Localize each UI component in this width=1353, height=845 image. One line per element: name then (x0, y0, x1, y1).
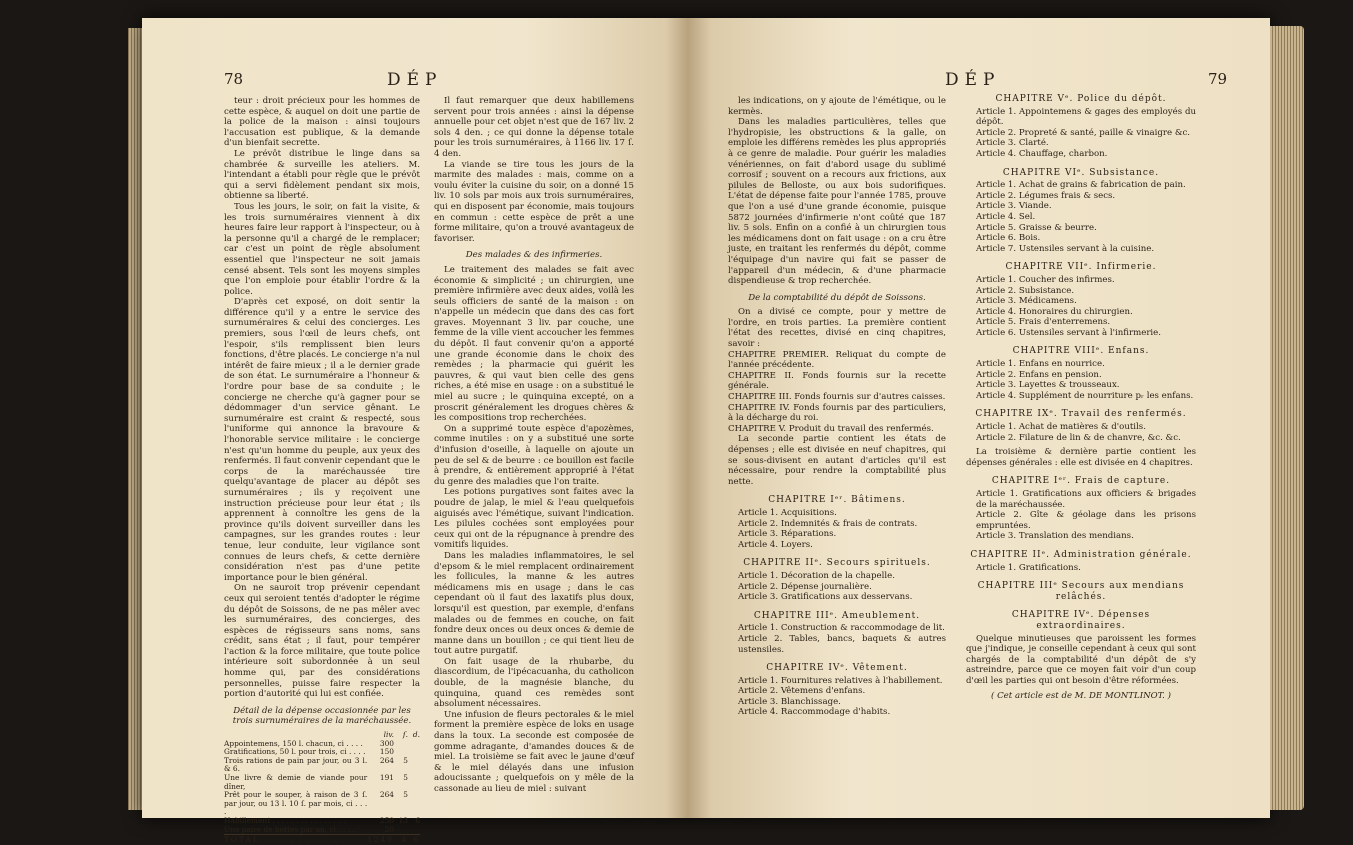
expense-table (224, 731, 420, 845)
article-line: Article 2. Enfans en pension. (976, 369, 1102, 380)
article-line: Article 3. Médicamens. (976, 296, 1077, 307)
paragraph: La troisième & dernière partie contient les dépenses générales : elle est divisée en 4 chapitres. (966, 447, 1196, 468)
article-line: Article 4. Honoraires du chirurgien. (976, 306, 1133, 317)
article-line: Article 1. Appointemens & gages des employés du dépôt. (976, 106, 1196, 128)
paragraph: La seconde partie contient les états de dépenses ; elle est divisée en neuf chapitres, qui se sous-divisent en autant d'articles qu'il est nécessaire, pour rendre la comptabilité plus nette. (728, 434, 946, 487)
row-liv: 264 (379, 790, 394, 800)
row-sols (394, 826, 408, 835)
paragraph: On a supprimé toute espèce d'apozèmes, comme inutiles : on y a substitué une sorte d'infusion d'oseille, à laquelle on ajoute un peu de sel & de beurre : ce bouillon est facile à prendre, & entièrement approprié à l'état du genre des maladies que l'on traite. (434, 423, 634, 487)
paragraph: Le prévôt distribue le linge dans sa chambrée & surveille les ateliers. M. l'intendant a établi pour règle que le prévôt qui a servi fidèlement pendant six mois, obtienne sa liberté. (224, 148, 420, 202)
chapter-heading: CHAPITRE IXᵉ. Travail des renfermés. (975, 409, 1187, 420)
row-deniers (408, 740, 420, 749)
chapter-heading: CHAPITRE IVᵉ. Vêtement. (766, 663, 908, 674)
article-line: Article 4. Supplément de nourriture pᵣ les enfans. (976, 390, 1194, 401)
right-column-2 (966, 94, 1196, 701)
open-book (142, 18, 1270, 845)
article-line: Article 1. Achat de matières & d'outils. (976, 422, 1146, 433)
paragraph: les indications, on y ajoute de l'émétique, ou le kermès. (728, 96, 946, 117)
section-title-malades: Des malades & des infirmeries. (465, 250, 603, 261)
article-line: Article 3. Blanchissage. (738, 696, 841, 707)
table-row (224, 774, 420, 791)
row-deniers (408, 748, 420, 757)
article-line: Article 1. Acquisitions. (738, 507, 837, 518)
recette-chapter: CHAPITRE PREMIER. Reliquat du compte de l'année précédente. (728, 349, 946, 371)
row-label: Trois rations de pain par jour, ou 3 l. & 6. (224, 755, 368, 774)
row-sols: 13 (398, 815, 408, 825)
article-line: Article 4. Raccommodage d'habits. (738, 707, 891, 718)
paragraph: Dans les maladies inflammatoires, le sel d'epsom & le miel remplacent ordinairement les follicules, la manne & les autres médicamens mis en usage ; dans le cas cependant où il faut des laxatifs plus doux, lorsqu'il est question, par exemple, d'enfans malades ou de femmes en couche, on fait fondre deux onces ou deux onces & demie de manne dans un bouillon ; ce qui tient lieu de tout autre purgatif. (434, 550, 634, 657)
row-liv: 150 (379, 747, 394, 757)
row-liv: 250 (379, 815, 394, 825)
col-head-deniers: d. (412, 730, 420, 740)
article-line: Article 3. Layettes & trousseaux. (976, 380, 1120, 391)
row-sols: 5 (403, 773, 408, 782)
paragraph: D'après cet exposé, on doit sentir la différence qu'il y a entre le service des surnuméraires & celui des concierges. Les premiers, sous l'œil de leurs chefs, ont l'espoir, s'ils remplissent bien leurs fonctions, d'être placés. Le concierge n'a nul intérêt de faire mieux ; il a le dernier grade de son état. Le surnuméraire a l'honneur & l'ordre pour base de sa conduite ; le concierge ne cherche qu'à gagner pour se dédommager d'un service gênant. Le surnuméraire est craint & respecté, sous l'uniforme qui annonce la bravoure & l'honorable service militaire : le concierge n'est qu'un homme du peuple, aux yeux des renfermés. Il faut convenir cependant que le corps de la maréchaussée tire quelqu'avantage de placer au dépôt ses surnuméraires ; ils y reçoivent une instruction précieuse pour leur état ; ils apprennent à connoître les gens de la province qu'ils doivent surveiller dans les campagnes, sur les grandes routes : leur tenue, leur conduite, leur vigilance sont connues de leurs chefs, & cette dernière considération n'est pas d'une petite importance pour le bien général. (224, 297, 420, 583)
chapter-heading: CHAPITRE Vᵉ. Police du dépôt. (995, 94, 1167, 104)
total-label: TOTAL . . . . . . . . . . (224, 835, 367, 845)
row-label: Une paire de bottes par an, ci . . . . (224, 824, 355, 834)
total-liv: 1240 (367, 835, 394, 845)
article-line: Article 7. Ustensiles servant à la cuisine. (976, 243, 1155, 254)
total-deniers: 6 (408, 835, 420, 845)
article-line: Article 2. Subsistance. (976, 285, 1075, 296)
article-line: Article 3. Gratifications aux desservans. (738, 592, 913, 603)
row-liv: 300 (379, 738, 394, 748)
section-title-comptabilite: De la comptabilité du dépôt de Soissons. (748, 292, 926, 303)
article-line: Article 6. Bois. (976, 233, 1041, 244)
paragraph: Dans les maladies particulières, telles que l'hydropisie, les obstructions & la galle, on emploie les différens remèdes les plus appropriés à ce genre de maladie. Pour guérir les maladies vénériennes, on fait d'abord usage du sublimé corrosif ; souvent on a recours aux frictions, aux pilules de Belloste, ou aux bois sudorifiques. L'état de dépense faite pour l'année 1785, prouve que l'on a usé d'une grande économie, puisque 5872 journées d'infirmerie n'ont coûté que 187 liv. 5 sols. Enfin on a confié à un chirurgien tous les médicamens dont on fait usage : on a cru être juste, en traitant les renfermés du dépôt, comme l'équipage d'un navire qui fait se passer de l'appareil d'un médecin, & d'une pharmacie dispendieuse & trop recherchée. (728, 117, 946, 287)
chapter-heading: CHAPITRE VIᵉ. Subsistance. (1002, 167, 1160, 178)
article-line: Article 3. Clarté. (976, 138, 1049, 149)
row-label: Une livre & demie de viande pour dîner, (224, 773, 368, 791)
row-label: Gratifications, 50 l. pour trois, ci . . . . (224, 747, 366, 757)
right-page (688, 18, 1270, 818)
col1-paragraphs (224, 96, 420, 700)
article-line: Article 1. Construction & raccommodage de lit. (738, 623, 945, 634)
row-liv: 191 (379, 773, 394, 782)
article-line: Article 4. Chauffage, charbon. (976, 148, 1108, 159)
article-line: Article 3. Translation des mendians. (976, 531, 1134, 542)
running-head-right: DÉP (945, 70, 1001, 90)
chapter-heading: CHAPITRE Iᵉʳ. Frais de capture. (991, 476, 1171, 487)
paragraph: Quelque minutieuses que paroissent les formes que j'indique, je conseille cependant à ceux qui sont chargés de la comptabilité d'un dépôt de s'y astreindre, parce que ce moyen fait voir d'un coup d'œil les parties qui ont besoin d'être réformées. (966, 633, 1196, 686)
article-line: Article 3. Réparations. (738, 529, 837, 540)
row-label: Habillement . . . . . . . . . . . . . . . . (224, 815, 346, 825)
running-head-left: DÉP (387, 70, 443, 90)
article-line: Article 2. Gîte & géolage dans les prisons empruntées. (976, 510, 1196, 531)
attribution: ( Cet article est de M. DE MONTLINOT. ) (991, 690, 1171, 701)
table-total-row (224, 835, 420, 845)
paragraph: On a divisé ce compte, pour y mettre de l'ordre, en trois parties. La première contient l'état des recettes, divisé en cinq chapitres, savoir : (728, 307, 946, 350)
article-line: Article 1. Gratifications. (976, 562, 1081, 573)
paragraph: On fait usage de la rhubarbe, du diascordium, de l'ipécacuanha, du catholicon double, de la magnésie blanche, du quinquina, quand ces remèdes sont absolument nécessaires. (434, 656, 634, 710)
expense-table-title: Détail de la dépense occasionnée par les trois surnuméraires de la maréchaussée. (232, 705, 412, 727)
article-line: Article 2. Dépense journalière. (738, 581, 872, 592)
article-line: Article 4. Loyers. (738, 539, 813, 550)
paragraph: Tous les jours, le soir, on fait la visite, & les trois surnuméraires viennent à dix heures faire leur rapport à l'inspecteur, ou à la personne qu'il a chargé de le remplacer; car c'est un point de règle absolument essentiel que l'inspecteur ne soit jamais censé absent. Tels sont les moyens simples que l'on emploie pour établir l'ordre & la police. (224, 201, 420, 297)
total-sols: 4 (394, 835, 408, 845)
article-line: Article 5. Frais d'enterremens. (976, 317, 1111, 328)
left-column-2 (434, 96, 634, 795)
article-line: Article 2. Tables, bancs, baquets & autres ustensiles. (738, 633, 946, 655)
article-line: Article 2. Indemnités & frais de contrats. (738, 518, 918, 529)
row-deniers: 6 (415, 815, 420, 825)
article-line: Article 2. Vêtemens d'enfans. (738, 686, 866, 697)
left-page (142, 18, 688, 845)
article-line: Article 1. Fournitures relatives à l'habillement. (738, 675, 943, 686)
article-line: Article 1. Enfans en nourrice. (976, 359, 1105, 370)
row-deniers (408, 757, 420, 774)
col-head-sols: ſ. (402, 730, 408, 740)
article-line: Article 4. Sel. (976, 211, 1036, 222)
paragraph: Le traitement des malades se fait avec économie & simplicité ; un chirurgien, une première infirmière avec deux aides, voilà les seuls officiers de santé de la maison : on n'appelle un médecin que dans des cas fort graves. Moyennant 3 liv. par couche, une femme de la ville vient accoucher les femmes du dépôt. Il faut convenir qu'on a apporté une grande économie dans le choix des remèdes ; la pharmacie qui guérit les pauvres, & qui vaut bien celle des gens riches, a été mise en usage : on a substitué le miel au sucre ; le quinquina excepté, on a proscrit généralement les drogues chères & les compositions trop recherchées. (434, 264, 634, 424)
chapter-heading: CHAPITRE IIIᵉ. Ameublement. (753, 610, 921, 621)
row-deniers (408, 826, 420, 835)
recette-chapter: CHAPITRE IV. Fonds fournis par des particuliers, à la décharge du roi. (728, 402, 946, 424)
chapter-heading: CHAPITRE IIᵉ. Administration générale. (970, 549, 1192, 560)
paragraph: Une infusion de fleurs pectorales & le miel forment la première espèce de loks en usage dans la toux. La seconde est composée de gomme adragante, d'amandes douces & de miel. La troisième se fait avec le jaune d'œuf & le miel délayés dans une infusion adoucissante ; quelquefois on y mêle de la cassonade au lieu de miel : suivant (434, 709, 634, 794)
right-column-1 (728, 96, 946, 718)
article-line: Article 5. Graisse & beurre. (976, 222, 1097, 233)
paragraph: On ne sauroit trop prévenir cependant ceux qui seroient tentés d'adopter le régime du dépôt de Soissons, de ne pas mêler avec les surnuméraires, des concierges, des espèces de régisseurs sans noms, sans crédit, sans état ; il faut, pour tempérer l'action & la force militaire, que toute police intérieure soit subordonnée à un seul homme qui, par des considérations personnelles, puisse faire respecter la portion d'autorité qui lui est confiée. (224, 583, 420, 700)
article-line: Article 1. Coucher des infirmes. (976, 274, 1115, 285)
paragraph: Il faut remarquer que deux habillemens servent pour trois années : ainsi la dépense annuelle pour cet objet n'est que de 167 liv. 2 sols 4 den. ; ce qui donne la dépense totale pour les trois surnuméraires, à 1166 liv. 17 ſ. 4 den. (434, 96, 634, 159)
table-row (224, 791, 420, 817)
row-sols (394, 740, 408, 749)
chapter-heading: CHAPITRE IVᵉ. Dépenses extraordinaires. (1011, 610, 1151, 631)
left-page-edges (128, 28, 142, 810)
row-label: Appointemens, 150 l. chacun, ci . . . . (224, 738, 363, 748)
article-line: Article 2. Propreté & santé, paille & vinaigre &c. (976, 127, 1191, 138)
page-number-right: 79 (1208, 70, 1228, 88)
row-liv: 264 (379, 755, 394, 765)
article-line: Article 1. Achat de grains & fabrication de pain. (976, 180, 1186, 191)
row-sols: 5 (403, 790, 408, 800)
paragraph: La viande se tire tous les jours de la marmite des malades : mais, comme on a voulu éviter la cuisine du soir, on a donné 15 liv. 10 sols par mois aux trois surnuméraires, qui en disposent par économie, mais toujours en commun : cette espèce de prêt a une forme militaire, qu'on a trouvé avantageux de favoriser. (434, 159, 634, 244)
table-row (224, 757, 420, 774)
row-label: Prêt pour le souper, à raison de 3 ſ. par jour, ou 13 l. 10 ſ. par mois, ci . . . . (224, 790, 368, 817)
chapter-heading: CHAPITRE VIIᵉ. Infirmerie. (1005, 262, 1157, 273)
recette-chapter: CHAPITRE II. Fonds fournis sur la recette générale. (728, 370, 946, 392)
paragraph: teur : droit précieux pour les hommes de cette espèce, & auquel on doit une partie de la police de la maison : ainsi toujours l'accusation est publique, & la demande d'un bienfait secrette. (224, 96, 420, 149)
chapter-heading: CHAPITRE IIIᵉ Secours aux mendians relâchés. (977, 581, 1185, 602)
row-sols: 5 (403, 755, 408, 765)
row-deniers (408, 791, 420, 817)
article-line: Article 2. Filature de lin & de chanvre, &c. &c. (976, 432, 1181, 443)
article-line: Article 2. Légumes frais & secs. (976, 190, 1116, 201)
article-line: Article 3. Viande. (976, 201, 1052, 212)
chapter-heading: CHAPITRE Iᵉʳ. Bâtimens. (768, 495, 906, 506)
col-head-liv: liv. (383, 730, 394, 740)
article-line: Article 1. Décoration de la chapelle. (738, 570, 895, 581)
right-page-edges (1270, 26, 1304, 810)
row-deniers (408, 774, 420, 791)
chapter-heading: CHAPITRE VIIIᵉ. Enfans. (1012, 346, 1150, 357)
article-line: Article 6. Ustensiles servant à l'infirmerie. (976, 327, 1161, 338)
recette-chapter: CHAPITRE V. Produit du travail des renfermés. (728, 423, 934, 434)
paragraph: Les potions purgatives sont faites avec la poudre de jalap, le miel & l'eau quelquefois aiguisés avec l'émétique, suivant l'indication. Les pilules cochées sont employées pour ceux qui ont de la répugnance à prendre des vomitifs liquides. (434, 487, 634, 551)
page-number-left: 78 (224, 70, 244, 88)
row-liv: 20 (384, 824, 394, 834)
table-row (224, 826, 420, 835)
chapter-heading: CHAPITRE IIᵉ. Secours spirituels. (743, 558, 931, 569)
article-line: Article 1. Gratifications aux officiers & brigades de la maréchaussée. (976, 489, 1196, 510)
left-column-1 (224, 96, 420, 845)
recette-chapter: CHAPITRE III. Fonds fournis sur d'autres caisses. (728, 392, 946, 403)
